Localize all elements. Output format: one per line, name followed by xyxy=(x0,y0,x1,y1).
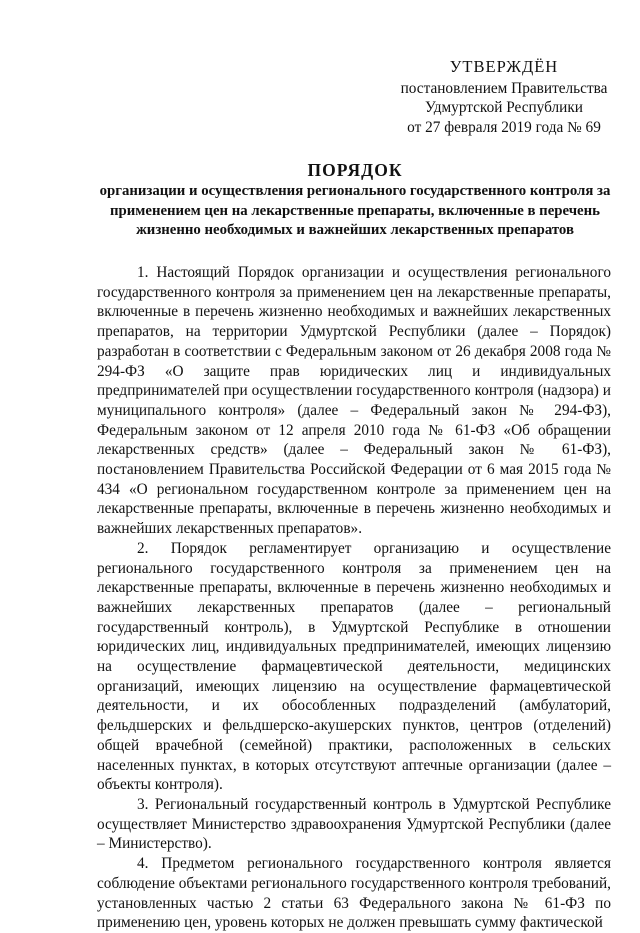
paragraph-4: 4. Предметом регионального государственного контроля является соблюдение объектами регионального государственного контроля требований, установленных частью 2 статьи 63 Федерального закона № 61-ФЗ по применению цен, уровень которых не должен превышать сумму фактической xyxy=(97,855,611,932)
approval-line-1: постановлением Правительства xyxy=(400,79,608,97)
paragraph-1: 1. Настоящий Порядок организации и осуществления регионального государственного контроля за применением цен на лекарственные препараты, включенные в перечень жизненно необходимых и важнейших лекарственных препаратов, на территории Удмуртской Республики (далее – Порядок) разработан в соответствии с Федеральным законом от 26 декабря 2008 года № 294-ФЗ «О защите прав юридических лиц и индивидуальных предпринимателей при осуществлении государственного контроля (надзора) и муниципального контроля» (далее – Федеральный закон № 294-ФЗ), Федеральным законом от 12 апреля 2010 года № 61-ФЗ «Об обращении лекарственных средств» (далее – Федеральный закон № 61-ФЗ), постановлением Правительства Российской Федерации от 6 мая 2015 года № 434 «О региональном государственном контроле за применением цен на лекарственные препараты, включенные в перечень жизненно необходимых и важнейших лекарственных препаратов». xyxy=(97,264,611,538)
approval-word: УТВЕРЖДЁН xyxy=(449,57,559,76)
paragraph-3: 3. Региональный государственный контроль в Удмуртской Республике осуществляет Министерство здравоохранения Удмуртской Республики (далее – Министерство). xyxy=(97,795,611,853)
approval-block xyxy=(384,57,624,137)
document-heading xyxy=(90,158,620,241)
approval-line-3: от 27 февраля 2019 года № 69 xyxy=(407,118,601,136)
document-title: ПОРЯДОК xyxy=(307,160,403,180)
document-subtitle: организации и осуществления регионального государственного контроля за применением цен на лекарственные препараты, включенные в перечень жизненно необходимых и важнейших лекарственных препаратов xyxy=(99,183,611,238)
approval-line-2: Удмуртской Республики xyxy=(425,99,583,116)
document-body xyxy=(97,263,611,933)
paragraph-2: 2. Порядок регламентирует организацию и осуществление регионального государственного контроля за применением цен на лекарственные препараты, включенные в перечень жизненно необходимых и важнейших лекарственных препаратов (далее – региональный государственный контроль), в Удмуртской Республике в отношении юридических лиц, индивидуальных предпринимателей, имеющих лицензию на осуществление фармацевтической деятельности, медицинских организаций, имеющих лицензию на осуществление фармацевтической деятельности, и их обособленных подразделений (амбулаторий, фельдшерских и фельдшерско-акушерских пунктов, центров (отделений) общей врачебной (семейной) практики, расположенных в сельских населенных пунктах, в которых отсутствуют аптечные организации (далее – объекты контроля). xyxy=(97,539,611,794)
